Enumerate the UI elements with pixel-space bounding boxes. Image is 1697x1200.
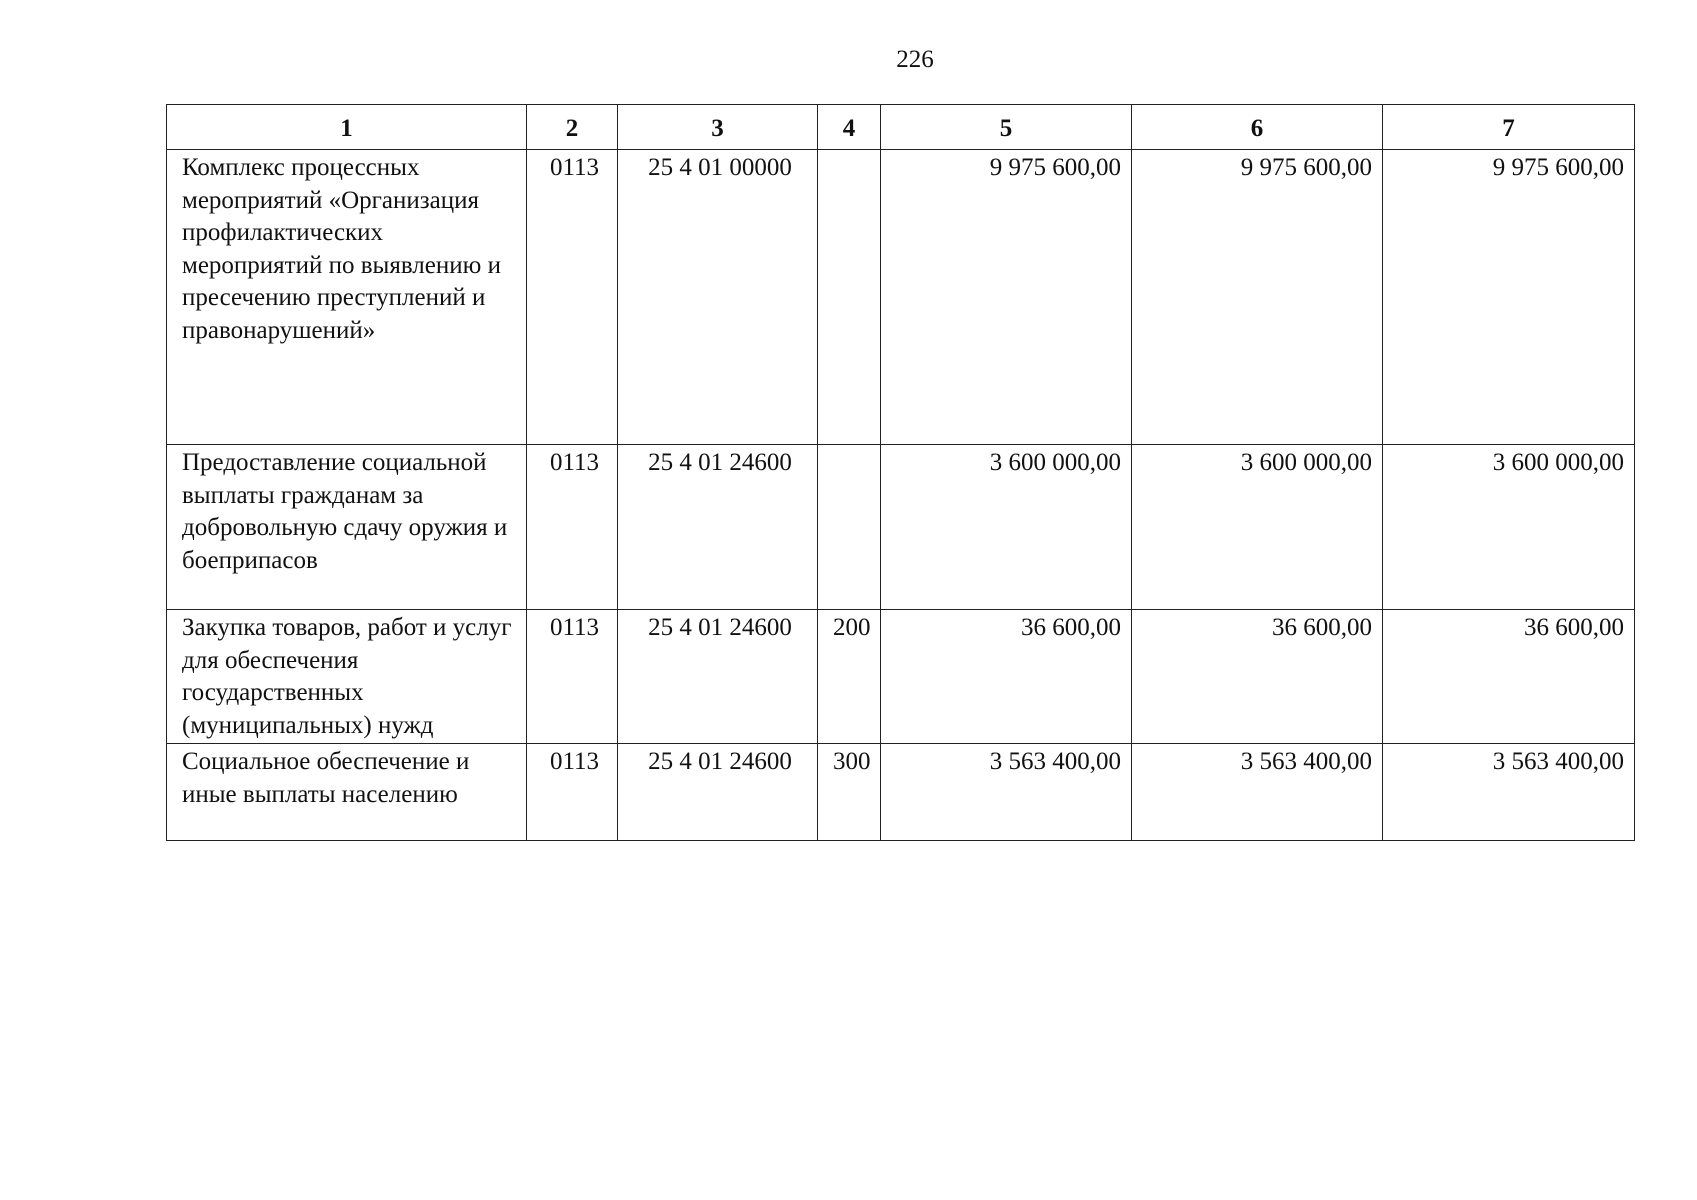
section-code: 0113 [527, 150, 618, 445]
amount-col-5: 3 563 400,00 [881, 744, 1132, 841]
page-number: 226 [896, 46, 934, 73]
amount-col-5: 9 975 600,00 [881, 150, 1132, 445]
column-header: 5 [881, 105, 1132, 150]
amount-col-6: 9 975 600,00 [1132, 150, 1383, 445]
amount-col-7: 3 600 000,00 [1383, 445, 1635, 610]
table-row [167, 744, 1635, 841]
amount-col-7: 9 975 600,00 [1383, 150, 1635, 445]
section-code: 0113 [527, 744, 618, 841]
column-header: 2 [527, 105, 618, 150]
amount-col-6: 3 600 000,00 [1132, 445, 1383, 610]
row-name: Комплекс процессных мероприятий «Организация профилактических мероприятий по выявлению и пресечению преступлений и правонарушений» [167, 150, 527, 445]
expense-type [818, 445, 881, 610]
target-code: 25 4 01 24600 [618, 744, 818, 841]
target-code: 25 4 01 24600 [618, 610, 818, 744]
table-row [167, 445, 1635, 610]
row-name: Социальное обеспечение и иные выплаты населению [167, 744, 527, 841]
expense-type: 200 [818, 610, 881, 744]
amount-col-5: 3 600 000,00 [881, 445, 1132, 610]
column-header: 1 [167, 105, 527, 150]
column-header: 4 [818, 105, 881, 150]
amount-col-6: 36 600,00 [1132, 610, 1383, 744]
row-name: Предоставление социальной выплаты гражданам за добровольную сдачу оружия и боеприпасов [167, 445, 527, 610]
target-code: 25 4 01 24600 [618, 445, 818, 610]
table-row [167, 610, 1635, 744]
amount-col-5: 36 600,00 [881, 610, 1132, 744]
expense-type [818, 150, 881, 445]
column-header: 6 [1132, 105, 1383, 150]
section-code: 0113 [527, 610, 618, 744]
row-name: Закупка товаров, работ и услуг для обеспечения государственных (муниципальных) нужд [167, 610, 527, 744]
expense-type: 300 [818, 744, 881, 841]
table-header-row [167, 105, 1635, 150]
amount-col-7: 3 563 400,00 [1383, 744, 1635, 841]
column-header: 7 [1383, 105, 1635, 150]
table-row [167, 150, 1635, 445]
column-header: 3 [618, 105, 818, 150]
section-code: 0113 [527, 445, 618, 610]
amount-col-6: 3 563 400,00 [1132, 744, 1383, 841]
amount-col-7: 36 600,00 [1383, 610, 1635, 744]
budget-table [166, 104, 1635, 841]
target-code: 25 4 01 00000 [618, 150, 818, 445]
